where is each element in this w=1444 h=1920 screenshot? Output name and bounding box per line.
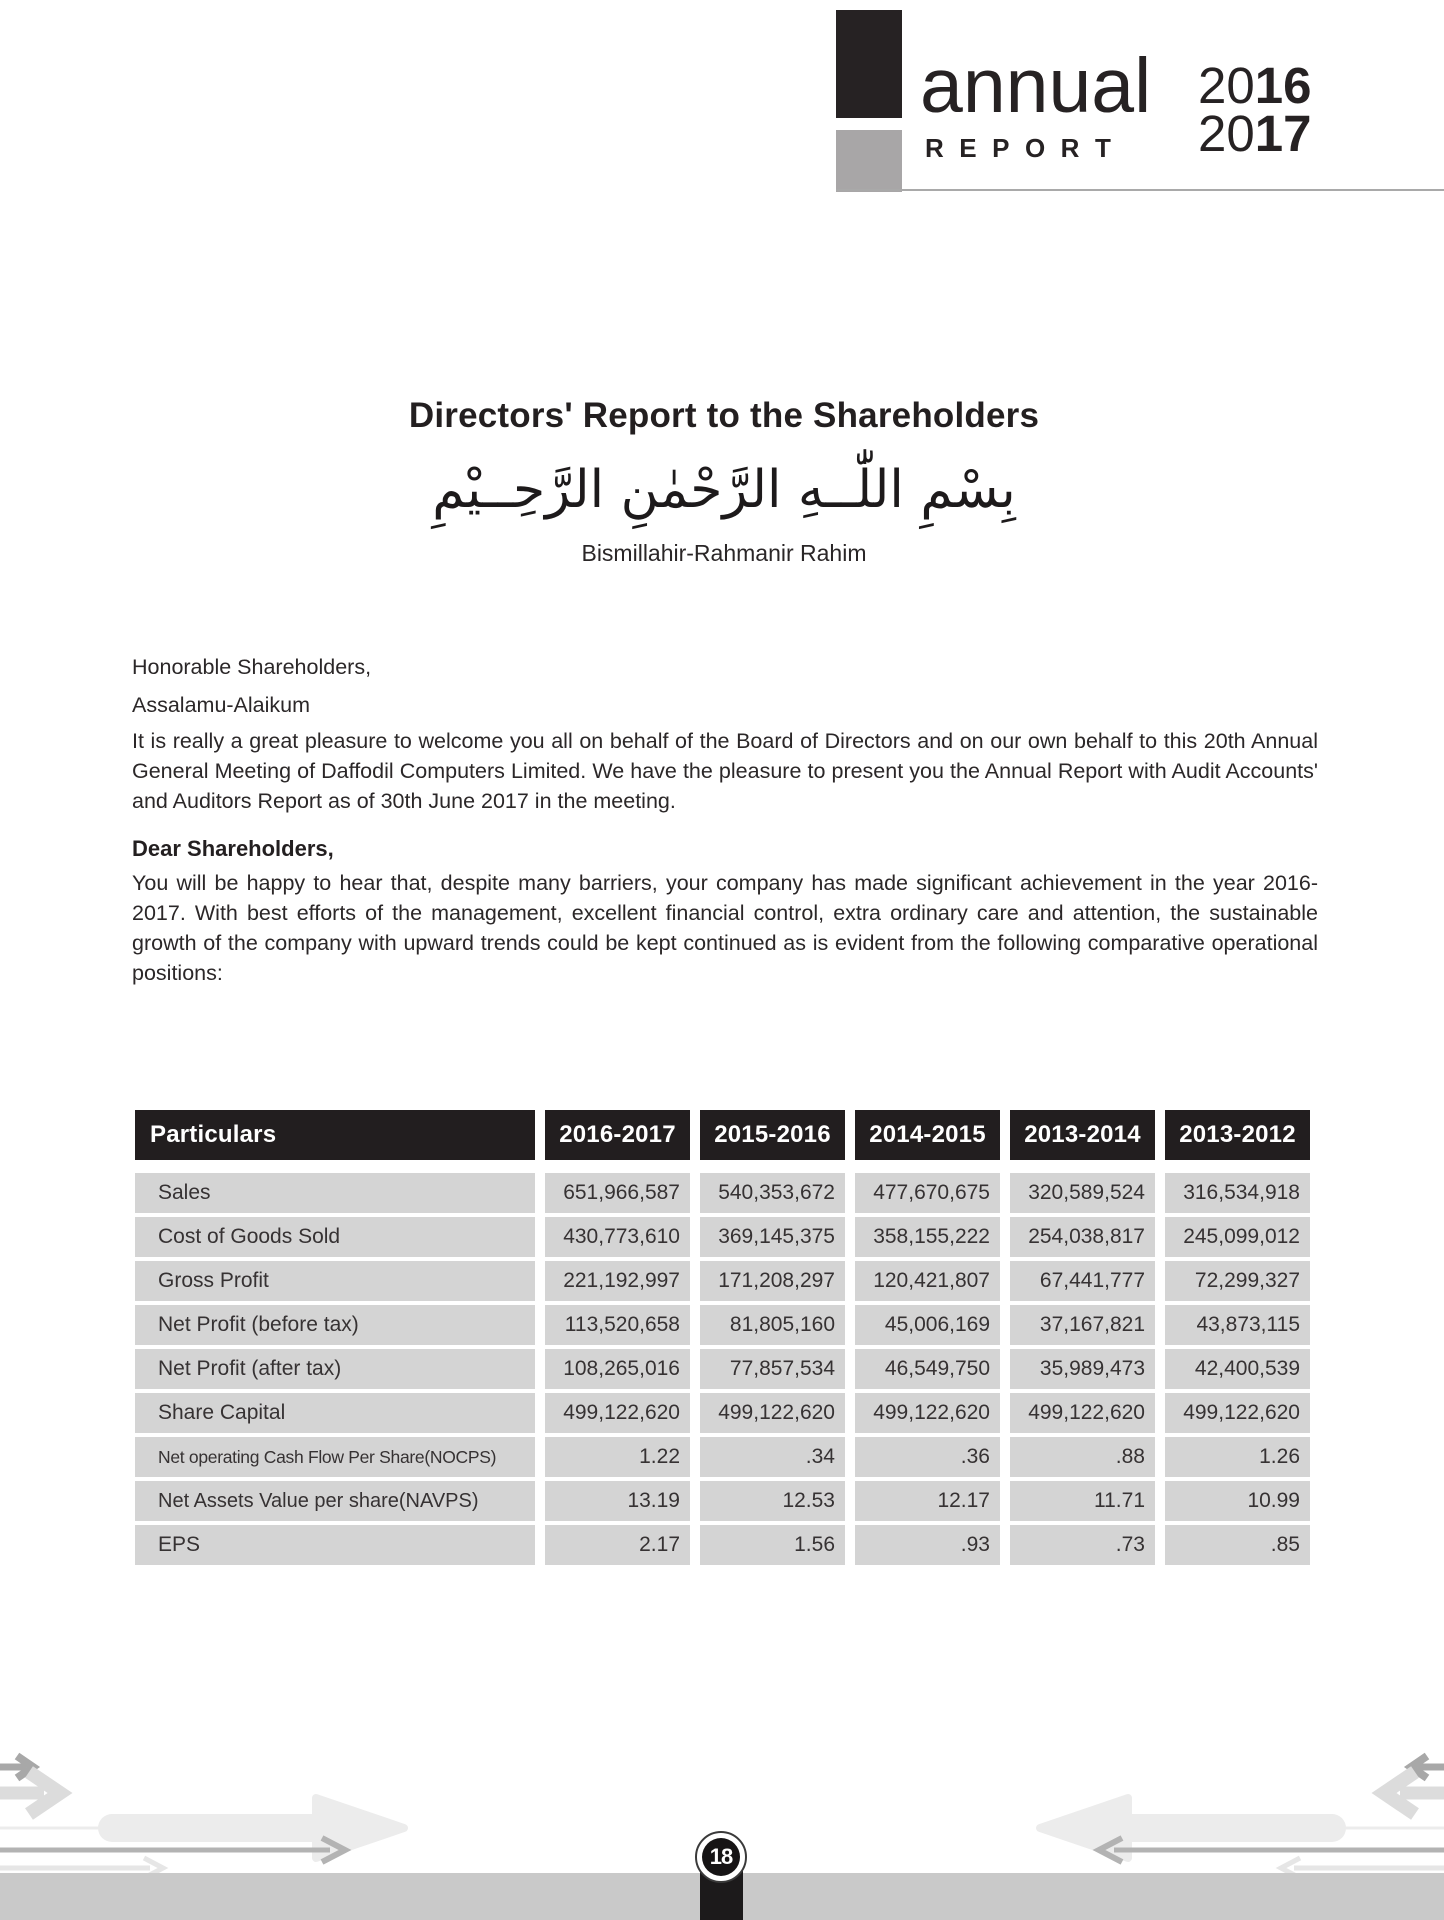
cell-value: 499,122,620 xyxy=(700,1393,845,1433)
cell-value: .36 xyxy=(855,1437,1000,1477)
cell-value: 430,773,610 xyxy=(545,1217,690,1257)
cell-value: 35,989,473 xyxy=(1010,1349,1155,1389)
row-label: Net Profit (before tax) xyxy=(135,1305,535,1345)
cell-value: 171,208,297 xyxy=(700,1261,845,1301)
logo-black-square xyxy=(836,10,902,118)
page-number-badge xyxy=(695,1831,747,1883)
cell-value: 245,099,012 xyxy=(1165,1217,1310,1257)
cell-value: 320,589,524 xyxy=(1010,1173,1155,1213)
cell-value: 499,122,620 xyxy=(545,1393,690,1433)
cell-value: .88 xyxy=(1010,1437,1155,1477)
cell-value: 120,421,807 xyxy=(855,1261,1000,1301)
cell-value: 12.53 xyxy=(700,1481,845,1521)
cell-value: 45,006,169 xyxy=(855,1305,1000,1345)
row-label: Net Profit (after tax) xyxy=(135,1349,535,1389)
row-label: Cost of Goods Sold xyxy=(135,1217,535,1257)
table-row xyxy=(135,1481,1310,1521)
salutation-honorable: Honorable Shareholders, xyxy=(132,655,372,679)
table-row xyxy=(135,1261,1310,1301)
cell-value: 1.56 xyxy=(700,1525,845,1565)
cell-value: 11.71 xyxy=(1010,1481,1155,1521)
row-label: Sales xyxy=(135,1173,535,1213)
dear-shareholders-heading: Dear Shareholders, xyxy=(132,836,334,861)
bismillah-caption: Bismillahir-Rahmanir Rahim xyxy=(581,540,867,566)
row-label: EPS xyxy=(135,1525,535,1565)
cell-value: 499,122,620 xyxy=(1010,1393,1155,1433)
cell-value: 499,122,620 xyxy=(1165,1393,1310,1433)
table-header-2014-2015: 2014-2015 xyxy=(855,1110,1000,1160)
salutation-assalamu: Assalamu-Alaikum xyxy=(132,693,311,717)
arrow-right-icon xyxy=(0,1756,404,1878)
logo-gray-square xyxy=(836,130,902,192)
logo-year-top: 2016 xyxy=(1198,57,1312,114)
cell-value: 369,145,375 xyxy=(700,1217,845,1257)
cell-value: .73 xyxy=(1010,1525,1155,1565)
cell-value: 42,400,539 xyxy=(1165,1349,1310,1389)
cell-value: .93 xyxy=(855,1525,1000,1565)
cell-value: 12.17 xyxy=(855,1481,1000,1521)
page-number: 18 xyxy=(702,1838,740,1876)
cell-value: 10.99 xyxy=(1165,1481,1310,1521)
table-row xyxy=(135,1305,1310,1345)
logo-year-bottom: 2017 xyxy=(1198,105,1312,162)
row-label: Net operating Cash Flow Per Share(NOCPS) xyxy=(135,1437,535,1477)
cell-value: 2.17 xyxy=(545,1525,690,1565)
cell-value: .34 xyxy=(700,1437,845,1477)
table-header-particulars: Particulars xyxy=(135,1110,535,1160)
arrows-right-decoration xyxy=(0,1748,420,1880)
cell-value: 72,299,327 xyxy=(1165,1261,1310,1301)
cell-value: 499,122,620 xyxy=(855,1393,1000,1433)
table-row xyxy=(135,1217,1310,1257)
row-label: Share Capital xyxy=(135,1393,535,1433)
cell-value: 540,353,672 xyxy=(700,1173,845,1213)
table-body xyxy=(135,1173,1310,1565)
bismillah-calligraphy: بِسْمِ اللّٰــهِ الرَّحْمٰنِ الرَّحِــيْمِ xyxy=(432,460,1016,520)
table-header-2013-2012: 2013-2012 xyxy=(1165,1110,1310,1160)
cell-value: 67,441,777 xyxy=(1010,1261,1155,1301)
cell-value: 108,265,016 xyxy=(545,1349,690,1389)
cell-value: 81,805,160 xyxy=(700,1305,845,1345)
table-header-2015-2016: 2015-2016 xyxy=(700,1110,845,1160)
logo-word-annual: annual xyxy=(920,43,1152,129)
cell-value: 254,038,817 xyxy=(1010,1217,1155,1257)
comparative-table xyxy=(135,1110,1310,1565)
table-header-2016-2017: 2016-2017 xyxy=(545,1110,690,1160)
cell-value: 358,155,222 xyxy=(855,1217,1000,1257)
row-label: Net Assets Value per share(NAVPS) xyxy=(135,1481,535,1521)
arrow-left-icon xyxy=(1040,1756,1444,1878)
row-label: Gross Profit xyxy=(135,1261,535,1301)
cell-value: 37,167,821 xyxy=(1010,1305,1155,1345)
table-header-2013-2014: 2013-2014 xyxy=(1010,1110,1155,1160)
table-row xyxy=(135,1437,1310,1477)
cell-value: 13.19 xyxy=(545,1481,690,1521)
header-divider-line xyxy=(836,189,1444,191)
page-title: Directors' Report to the Shareholders xyxy=(408,396,1040,435)
cell-value: 316,534,918 xyxy=(1165,1173,1310,1213)
table-row xyxy=(135,1393,1310,1433)
cell-value: .85 xyxy=(1165,1525,1310,1565)
arrows-left-decoration xyxy=(1024,1748,1444,1880)
cell-value: 77,857,534 xyxy=(700,1349,845,1389)
table-row xyxy=(135,1525,1310,1565)
cell-value: 113,520,658 xyxy=(545,1305,690,1345)
logo-word-report: REPORT xyxy=(925,133,1127,163)
achievement-paragraph: You will be happy to hear that, despite many barriers, your company has made significant achievement in the year 2016-2017. With best efforts of the management, excellent financial control, extra ordinary care and attention, the sustainable growth of the company with upward trends could be kept continued as is evident from the following comparative operational positions: xyxy=(132,871,1318,985)
intro-paragraph: It is really a great pleasure to welcome you all on behalf of the Board of Directors and on our own behalf to this 20th Annual General Meeting of Daffodil Computers Limited. We have the pleasure to present you the Annual Report with Audit Accounts' and Auditors Report as of 30th June 2017 in the meeting. xyxy=(132,729,1318,813)
cell-value: 46,549,750 xyxy=(855,1349,1000,1389)
cell-value: 1.22 xyxy=(545,1437,690,1477)
cell-value: 477,670,675 xyxy=(855,1173,1000,1213)
cell-value: 43,873,115 xyxy=(1165,1305,1310,1345)
cell-value: 1.26 xyxy=(1165,1437,1310,1477)
table-row xyxy=(135,1173,1310,1213)
table-header-row xyxy=(135,1110,1310,1160)
logo-years xyxy=(1198,57,1312,162)
cell-value: 651,966,587 xyxy=(545,1173,690,1213)
cell-value: 221,192,997 xyxy=(545,1261,690,1301)
table-row xyxy=(135,1349,1310,1389)
